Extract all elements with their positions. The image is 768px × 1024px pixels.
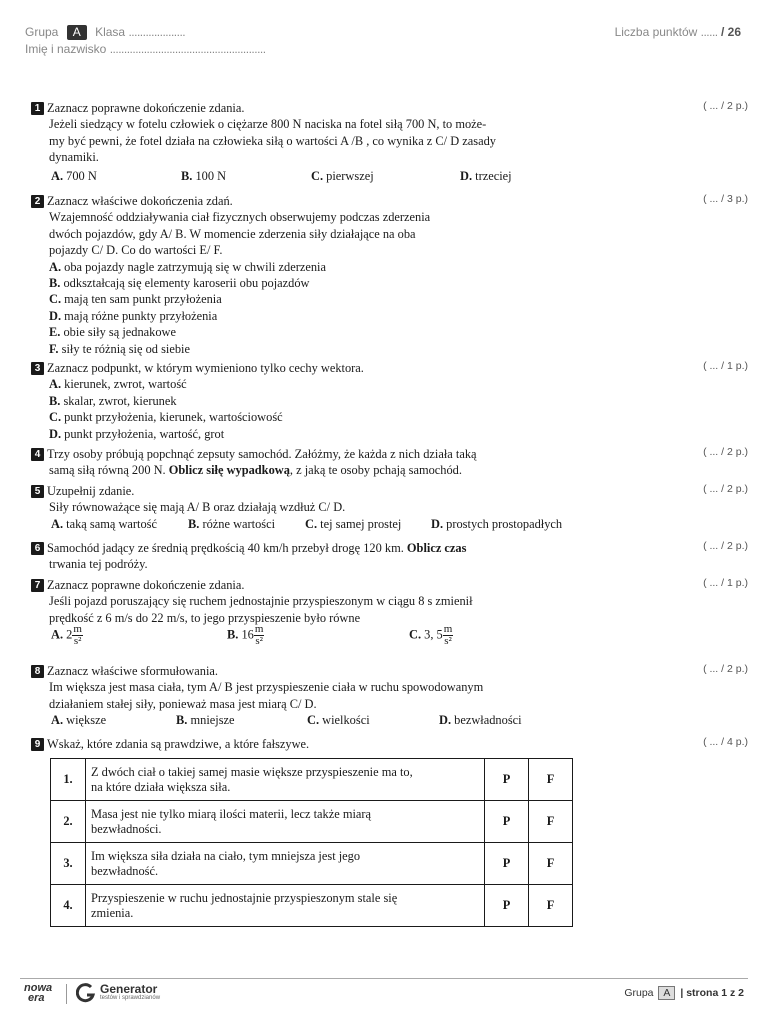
name-label: Imię i nazwisko (25, 42, 107, 56)
q5-instruction: Uzupełnij zdanie. (47, 484, 135, 498)
q3-instruction: Zaznacz podpunkt, w którym wymieniono tylko cechy wektora. (47, 361, 364, 375)
class-label: Klasa (95, 25, 126, 39)
question-3 (31, 360, 591, 442)
q9-number: 9 (31, 738, 44, 751)
footer-divider (20, 978, 748, 979)
q2-option-c[interactable]: C. mają ten sam punkt przyłożenia (49, 292, 222, 307)
q1-option-b[interactable]: B. 100 N (181, 168, 227, 183)
points-total: / 26 (720, 25, 741, 39)
q3-option-c[interactable]: C. punkt przyłożenia, kierunek, wartościowość (49, 410, 283, 425)
row-statement: Przyspieszenie w ruchu jednostajnie przyspieszonym stale się zmienia. (86, 885, 485, 927)
nowa-era-logo: nowa era (24, 982, 53, 1004)
footer-group-badge: A (658, 986, 675, 1000)
q2-text-line: dwóch pojazdów, gdy A/ B. W momencie zderzenia siły działające na oba (49, 226, 416, 241)
row-statement: Im większa siła działa na ciało, tym mniejsza jest jego bezwładność. (86, 843, 485, 885)
q2-text-line: Wzajemność oddziaływania ciał fizycznych obserwujemy podczas zderzenia (49, 210, 431, 225)
q8-number: 8 (31, 665, 44, 678)
q8-option-c[interactable]: C. wielkości (307, 713, 370, 728)
q5-option-a[interactable]: A. taką samą wartość (51, 516, 157, 531)
q5-option-d[interactable]: D. prostych prostopadłych (431, 516, 563, 531)
q2-option-e[interactable]: E. obie siły są jednakowe (49, 325, 177, 340)
class-field[interactable]: .................... (128, 25, 186, 39)
q9-instruction: Wskaż, które zdania są prawdziwe, a które fałszywe. (47, 737, 310, 751)
q7-option-a[interactable]: A. 2 $\frac{m}{\text{s²}}$ (51, 623, 82, 648)
q8-option-a[interactable]: A. większe (51, 713, 107, 728)
group-badge: A (67, 25, 87, 40)
true-option[interactable]: P (485, 885, 529, 927)
header-group-line (25, 25, 185, 40)
q4-task-emphasis: Oblicz siłę wypadkową (168, 463, 290, 478)
q7-points: ( ... / 1 p.) (703, 577, 748, 589)
question-1 (31, 100, 591, 185)
q6-points: ( ... / 2 p.) (703, 540, 748, 552)
q2-option-f[interactable]: F. siły te różnią się od siebie (49, 341, 190, 356)
true-option[interactable]: P (485, 843, 529, 885)
q6-number: 6 (31, 542, 44, 555)
page-number: | strona 1 z 2 (680, 987, 744, 999)
q1-points: ( ... / 2 p.) (703, 100, 748, 112)
points-label: Liczba punktów (614, 25, 698, 39)
q8-text-line: działaniem stałej siły, ponieważ masa jest miarą C/ D. (49, 696, 317, 711)
q1-option-d[interactable]: D. trzeciej (460, 168, 512, 183)
row-number: 2. (51, 801, 86, 843)
table-row (51, 759, 573, 801)
q2-number: 2 (31, 195, 44, 208)
q3-points: ( ... / 1 p.) (703, 360, 748, 372)
table-row (51, 801, 573, 843)
q2-option-b[interactable]: B. odkształcają się elementy karoserii obu pojazdów (49, 276, 310, 291)
q6-text-line: trwania tej podróży. (49, 557, 148, 572)
true-option[interactable]: P (485, 759, 529, 801)
header-name-line (25, 42, 266, 56)
q8-text-line: Im większa jest masa ciała, tym A/ B jest przyspieszenie ciała w ruchu spowodowanym (49, 680, 484, 695)
q5-option-c[interactable]: C. tej samej prostej (305, 516, 402, 531)
q1-option-c[interactable]: C. pierwszej (311, 168, 374, 183)
q4-points: ( ... / 2 p.) (703, 446, 748, 458)
question-8 (31, 663, 591, 729)
q3-number: 3 (31, 362, 44, 375)
group-label: Grupa (25, 25, 59, 39)
name-field[interactable]: ....................................................... (109, 42, 266, 56)
q2-option-a[interactable]: A. oba pojazdy nagle zatrzymują się w chwili zderzenia (49, 259, 326, 274)
table-row (51, 843, 573, 885)
q1-number: 1 (31, 102, 44, 115)
question-4 (31, 446, 591, 479)
header-points (615, 25, 741, 39)
q1-option-a[interactable]: A. 700 N (51, 168, 97, 183)
q1-text-line: dynamiki. (49, 150, 99, 165)
q7-text-line: Jeśli pojazd poruszający się ruchem jednostajnie przyspieszonym w ciągu 8 s zmienił (49, 594, 473, 609)
q7-text-line: prędkość z 6 m/s do 22 m/s, to jego przyspieszenie było równe (49, 610, 361, 625)
q6-task-emphasis: Oblicz czas (406, 541, 467, 555)
true-false-table (50, 758, 573, 927)
q7-option-c[interactable]: C. 3, 5 $\frac{m}{\text{s²}}$ (409, 623, 453, 648)
question-9 (31, 736, 591, 752)
q8-option-b[interactable]: B. mniejsze (176, 713, 235, 728)
q8-instruction: Zaznacz właściwe sformułowania. (47, 664, 218, 678)
q5-option-b[interactable]: B. różne wartości (188, 516, 276, 531)
q2-points: ( ... / 3 p.) (703, 193, 748, 205)
q2-text-line: pojazdy C/ D. Co do wartości E/ F. (49, 243, 223, 258)
question-7 (31, 577, 591, 654)
q4-text-line: Trzy osoby próbują popchnąć zepsuty samochód. Załóżmy, że każda z nich działa taką (47, 447, 477, 461)
row-statement: Z dwóch ciał o takiej samej masie większe przyspieszenie ma to, na które działa większa siła. (86, 759, 485, 801)
q8-points: ( ... / 2 p.) (703, 663, 748, 675)
q7-number: 7 (31, 579, 44, 592)
q4-number: 4 (31, 448, 44, 461)
false-option[interactable]: F (529, 759, 573, 801)
false-option[interactable]: F (529, 885, 573, 927)
q1-instruction: Zaznacz poprawne dokończenie zdania. (47, 101, 245, 115)
q7-option-b[interactable]: B. 16 $\frac{m}{\text{s²}}$ (227, 623, 264, 648)
table-row (51, 885, 573, 927)
row-number: 3. (51, 843, 86, 885)
q4-text-line: samą siłą równą 200 N. Oblicz siłę wypadkową, z jaką te osoby pchają samochód. (49, 463, 462, 478)
q3-option-a[interactable]: A. kierunek, zwrot, wartość (49, 377, 187, 392)
generator-icon (76, 983, 96, 1003)
page-indicator: Grupa A | strona 1 z 2 (624, 987, 744, 999)
q7-instruction: Zaznacz poprawne dokończenie zdania. (47, 578, 245, 592)
points-field[interactable]: ...... (700, 25, 718, 39)
logo-separator (66, 984, 67, 1004)
q5-points: ( ... / 2 p.) (703, 483, 748, 495)
true-option[interactable]: P (485, 801, 529, 843)
question-5 (31, 483, 591, 533)
q3-option-b[interactable]: B. skalar, zwrot, kierunek (49, 393, 177, 408)
q5-number: 5 (31, 485, 44, 498)
row-statement: Masa jest nie tylko miarą ilości materii, lecz także miarą bezwładności. (86, 801, 485, 843)
q3-option-d[interactable]: D. punkt przyłożenia, wartość, grot (49, 426, 225, 441)
row-number: 1. (51, 759, 86, 801)
q2-instruction: Zaznacz właściwe dokończenia zdań. (47, 194, 233, 208)
q2-option-d[interactable]: D. mają różne punkty przyłożenia (49, 308, 218, 323)
false-option[interactable]: F (529, 843, 573, 885)
question-6 (31, 540, 591, 573)
q1-text-line: my być pewni, że fotel działa na człowieka siłą o wartości A /B , co wynika z C/ D zasady (49, 133, 496, 148)
q9-points: ( ... / 4 p.) (703, 736, 748, 748)
q6-text-line: Samochód jadący ze średnią prędkością 40 km/h przebył drogę 120 km. (47, 541, 407, 555)
row-number: 4. (51, 885, 86, 927)
false-option[interactable]: F (529, 801, 573, 843)
q1-text-line: Jeżeli siedzący w fotelu człowiek o ciężarze 800 N naciska na fotel siłą 700 N, to może- (49, 117, 487, 132)
q8-option-d[interactable]: D. bezwładności (439, 713, 522, 728)
question-2 (31, 193, 591, 357)
q5-text-line: Siły równoważące się mają A/ B oraz działają wzdłuż C/ D. (49, 500, 346, 515)
